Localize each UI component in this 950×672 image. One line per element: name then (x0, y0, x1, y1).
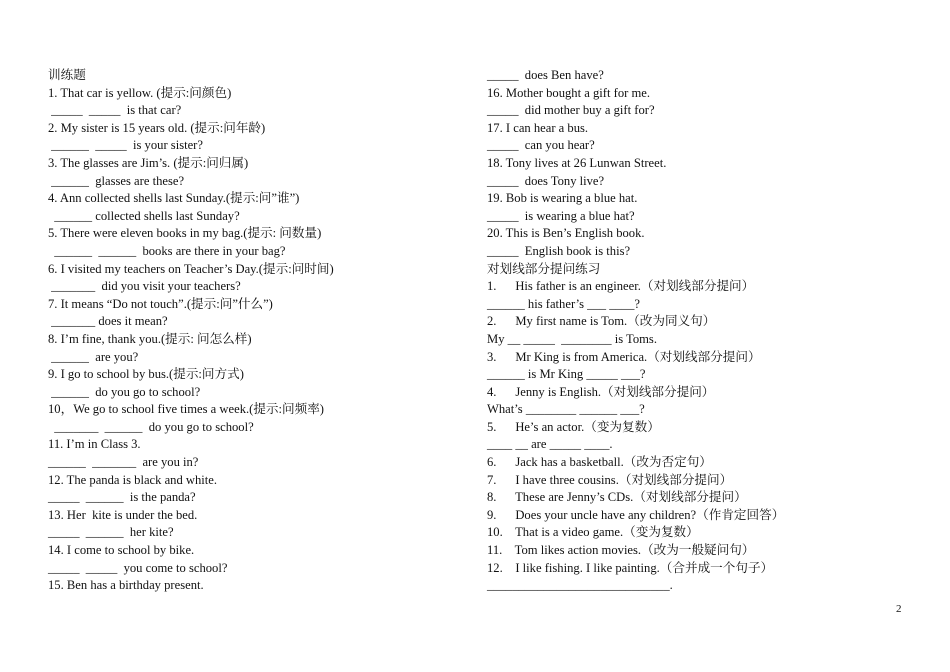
left-column-line: _____ ______ is the panda? (48, 490, 196, 505)
right-column-line: 19. Bob is wearing a blue hat. (487, 191, 638, 206)
left-column-line: 14. I come to school by bike. (48, 543, 195, 558)
right-column-line: _____________________________. (487, 578, 673, 593)
right-column-line: _____ did mother buy a gift for? (487, 103, 655, 118)
right-column-line: 7. I have three cousins.（对划线部分提问） (487, 472, 733, 487)
left-column-line: ______ are you? (48, 349, 139, 364)
right-column-line: 12. I like fishing. I like painting.（合并成一个句子） (487, 560, 774, 575)
left-column-line: 10，We go to school five times a week.(提示:问频率) (48, 402, 324, 417)
right-column-line: 9. Does your uncle have any children?（作肯定回答） (487, 507, 785, 522)
right-column-line: _____ does Ben have? (487, 68, 604, 82)
right-column-line: My __ _____ ________ is Toms. (487, 331, 657, 346)
left-column-line: _______ did you visit your teachers? (48, 279, 241, 294)
right-column-line: ______ is Mr King _____ ___? (487, 367, 646, 382)
right-column-line: 2. My first name is Tom.（改为同义句） (487, 314, 716, 329)
left-column-line: _______ does it mean? (48, 314, 168, 329)
right-column-line: 3. Mr King is from America.（对划线部分提问） (487, 349, 761, 364)
right-column-line: 18. Tony lives at 26 Lunwan Street. (487, 155, 667, 170)
right-column-line: ____ __ are _____ ____. (487, 437, 613, 452)
right-column-line: 6. Jack has a basketball.（改为否定句） (487, 455, 712, 470)
left-column-line: 4. Ann collected shells last Sunday.(提示:问”谁”) (48, 191, 300, 206)
left-column-line: _____ _____ is that car? (48, 103, 182, 118)
left-column-line: 8. I’m fine, thank you.(提示: 问怎么样) (48, 331, 252, 346)
right-column-line: ______ his father’s ___ ____? (487, 296, 640, 311)
right-column-line: 11. Tom likes action movies.（改为一般疑问句） (487, 543, 755, 558)
right-column-line: 对划线部分提问练习 (487, 261, 601, 276)
left-column-line: _______ ______ do you go to school? (48, 419, 254, 434)
left-column-line: 1. That car is yellow. (提示:问颜色) (48, 85, 232, 100)
left-column-line: ______ collected shells last Sunday? (48, 208, 240, 223)
left-column-line: 训练题 (48, 68, 86, 82)
right-column-line: _____ does Tony live? (487, 173, 605, 188)
left-column-line: ______ do you go to school? (48, 384, 201, 399)
left-column-line: 6. I visited my teachers on Teacher’s Day.(提示:问时间) (48, 261, 334, 276)
left-column-line: 5. There were eleven books in my bag.(提示: 问数量) (48, 226, 322, 241)
left-column-line: 13. Her kite is under the bed. (48, 507, 198, 522)
left-column-line: 15. Ben has a birthday present. (48, 578, 204, 593)
right-column-line: 10. That is a video game.（变为复数） (487, 525, 699, 540)
left-column-line: ______ ______ books are there in your bag? (48, 243, 286, 258)
right-column-line: 17. I can hear a bus. (487, 120, 589, 135)
left-column-line: 7. It means “Do not touch”.(提示:问”什么”) (48, 296, 273, 311)
right-column-line: 1. His father is an engineer.（对划线部分提问） (487, 279, 755, 294)
left-column-line: ______ _______ are you in? (48, 455, 199, 470)
left-column-line: 3. The glasses are Jim’s. (提示:问归属) (48, 155, 249, 170)
right-column (487, 67, 907, 595)
left-column-line: _____ ______ her kite? (48, 525, 174, 540)
left-column-line: ______ _____ is your sister? (48, 138, 203, 153)
right-column-line: 4. Jenny is English.（对划线部分提问） (487, 384, 715, 399)
left-column-line: 12. The panda is black and white. (48, 472, 218, 487)
right-column-line: 20. This is Ben’s English book. (487, 226, 645, 241)
right-column-line: _____ can you hear? (487, 138, 595, 153)
left-column-line: 2. My sister is 15 years old. (提示:问年龄) (48, 120, 266, 135)
page-number: 2 (896, 603, 902, 615)
left-column-line: 9. I go to school by bus.(提示:问方式) (48, 367, 244, 382)
right-column-line: 16. Mother bought a gift for me. (487, 85, 650, 100)
left-column-line: 11. I’m in Class 3. (48, 437, 141, 452)
right-column-line: 5. He’s an actor.（变为复数） (487, 419, 660, 434)
left-column (48, 67, 458, 595)
right-column-line: _____ is wearing a blue hat? (487, 208, 635, 223)
right-column-line: What’s ________ ______ ___? (487, 402, 645, 417)
left-column-line: ______ glasses are these? (48, 173, 185, 188)
right-column-line: _____ English book is this? (487, 243, 631, 258)
left-column-line: _____ _____ you come to school? (48, 560, 228, 575)
right-column-line: 8. These are Jenny’s CDs.（对划线部分提问） (487, 490, 747, 505)
